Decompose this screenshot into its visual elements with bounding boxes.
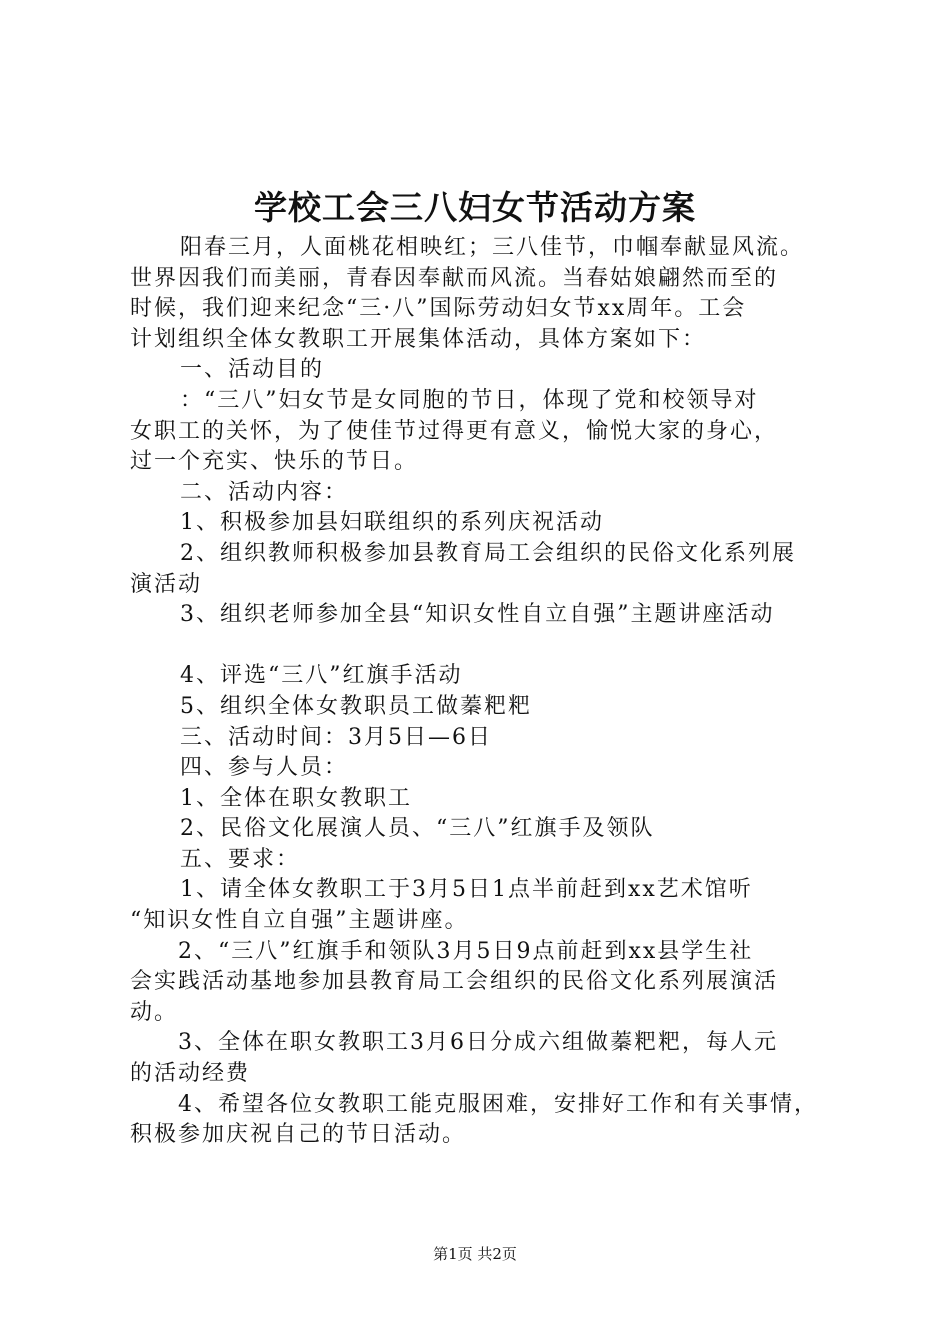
section-heading: 三、活动时间：3月5日—6日 [180,724,492,750]
body-line: “知识女性自立自强”主题讲座。 [130,908,469,934]
body-line: 积极参加庆祝自己的节日活动。 [130,1122,467,1148]
list-item: 3、组织老师参加全县“知识女性自立自强”主题讲座活动 [180,602,775,628]
body-line: 的活动经费 [130,1061,251,1087]
list-item: 5、组织全体女教职员工做蓁粑粑 [180,693,532,719]
section-heading: 一、活动目的 [180,357,325,383]
body-line: ：“三八”妇女节是女同胞的节日，体现了党和校领导对 [180,387,759,413]
body-line: 阳春三月，人面桃花相映红；三八佳节，巾帼奉献显风流。 [180,235,805,260]
body-line: 动。 [130,999,179,1025]
section-heading: 四、参与人员： [180,755,349,781]
list-item: 2、组织教师积极参加县教育局工会组织的民俗文化系列展 [180,540,796,566]
list-item: 4、希望各位女教职工能克服困难，安排好工作和有关事情， [178,1091,818,1117]
body-line: 世界因我们而美丽，青春因奉献而风流。当春姑娘翩然而至的 [130,265,779,291]
list-item: 2、“三八”红旗手和领队3月5日9点前赶到xx县学生社 [178,938,754,964]
blank-line [130,631,835,662]
body-line: 会实践活动基地参加县教育局工会组织的民俗文化系列展演活 [130,969,779,995]
document-title: 学校工会三八妇女节活动方案 [254,188,696,227]
body-line: 计划组织全体女教职工开展集体活动，具体方案如下： [130,326,707,352]
list-item: 1、请全体女教职工于3月5日1点半前赶到xx艺术馆听 [180,877,753,903]
list-item: 4、评选“三八”红旗手活动 [180,663,463,689]
page-footer: 第1页 共2页 [433,1245,517,1263]
list-item: 1、全体在职女教职工 [180,785,412,811]
document-body [130,233,835,1151]
list-item: 1、积极参加县妇联组织的系列庆祝活动 [180,510,604,536]
section-heading: 二、活动内容： [180,479,349,505]
body-line: 过一个充实、快乐的节日。 [130,449,419,475]
list-item: 2、民俗文化展演人员、“三八”红旗手及领队 [180,816,655,842]
body-line: 时候，我们迎来纪念“三·八”国际劳动妇女节xx周年。工会 [130,296,747,322]
list-item: 3、全体在职女教职工3月6日分成六组做蓁粑粑，每人元 [178,1030,778,1056]
body-line: 女职工的关怀，为了使佳节过得更有意义，愉悦大家的身心， [130,418,779,444]
body-line: 演活动 [130,571,203,597]
section-heading: 五、要求： [180,846,301,872]
